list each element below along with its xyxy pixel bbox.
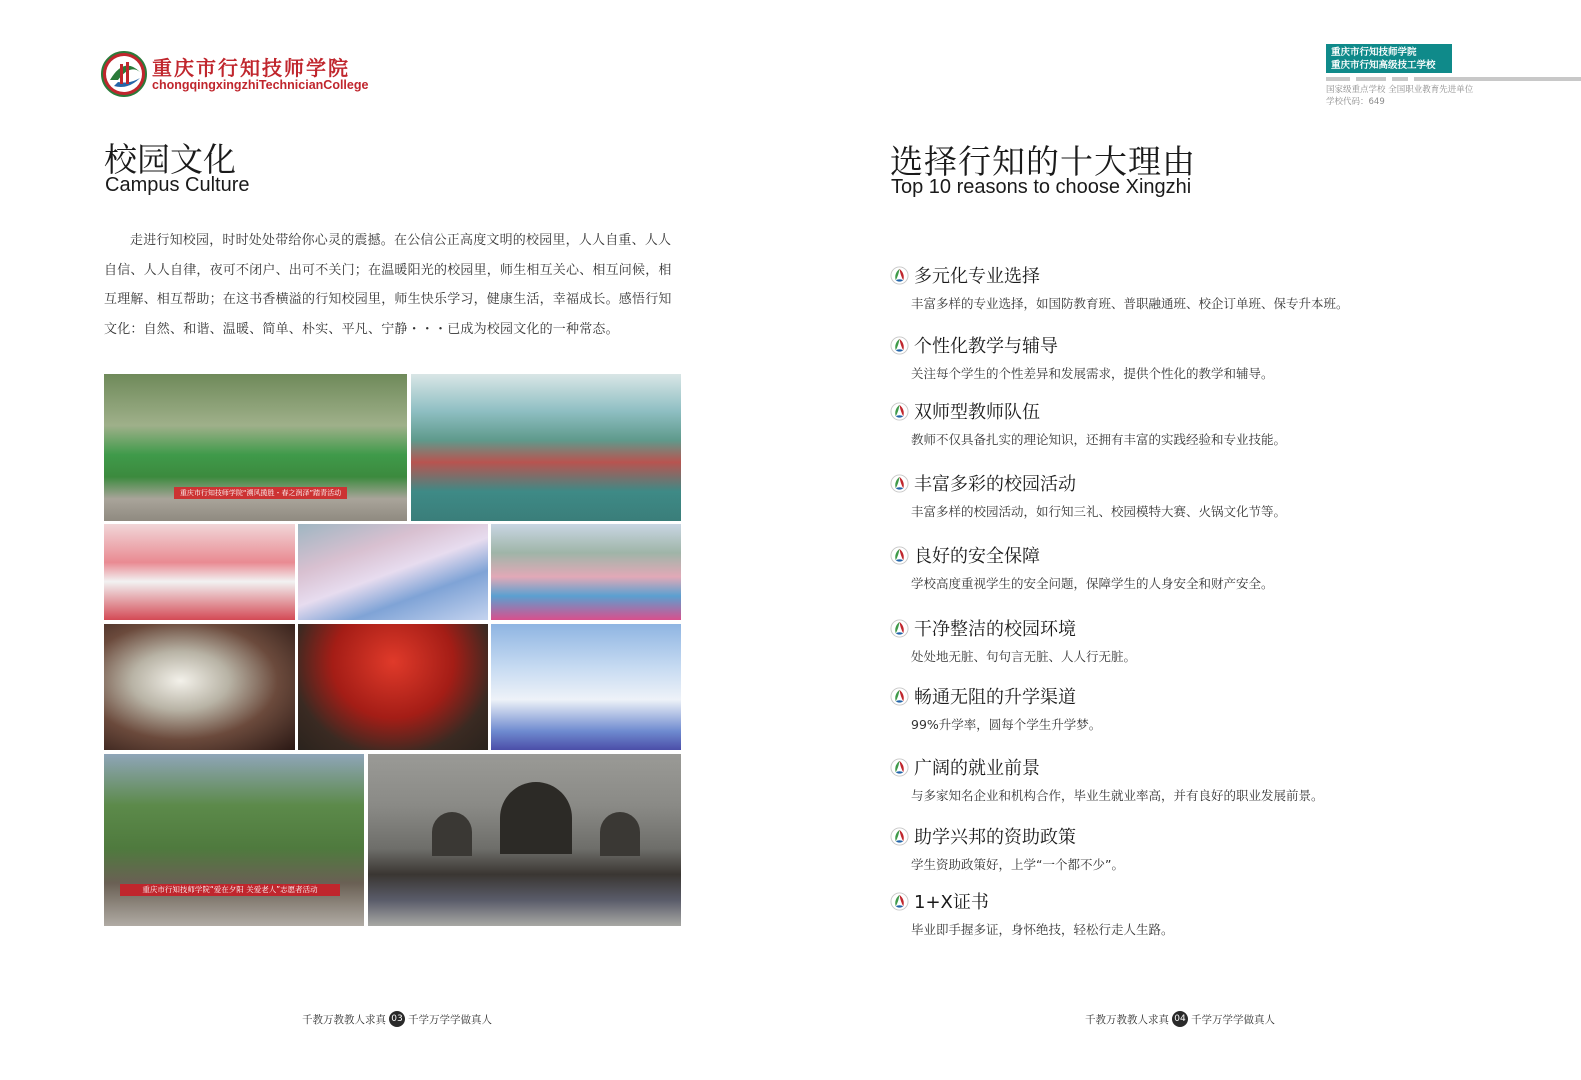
reason-title: 双师型教师队伍: [914, 402, 1040, 423]
reason-title: 畅通无阻的升学渠道: [914, 687, 1076, 708]
school-honors: 国家级重点学校 全国职业教育先进单位: [1326, 85, 1474, 95]
reason-desc: 学生资助政策好，上学“一个都不少”。: [911, 857, 1124, 872]
reason-title: 良好的安全保障: [914, 546, 1040, 567]
reason-head: [890, 754, 1490, 780]
reason-title: 广阔的就业前景: [914, 758, 1040, 779]
reason-desc: 丰富多样的校园活动，如行知三礼、校园模特大赛、火锅文化节等。: [911, 504, 1287, 519]
footer-motto-right: 千学万学学做真人: [408, 1013, 492, 1026]
footer-motto-left: 千教万教教人求真: [302, 1013, 386, 1026]
school-code: 学校代码：649: [1326, 97, 1385, 107]
photo-sports-field: [491, 524, 681, 620]
school-logo: [100, 48, 400, 104]
photo-riverside-group: [104, 374, 407, 521]
reason-head: [890, 615, 1490, 641]
reason-head: [890, 262, 1490, 288]
reason-desc: 处处地无脏、句句言无脏、人人行无脏。: [911, 649, 1137, 664]
photo-folded-bedding: [298, 524, 488, 620]
reason-item: [890, 542, 1490, 592]
reasons-title-en: Top 10 reasons to choose Xingzhi: [891, 176, 1192, 198]
reason-item: [890, 823, 1490, 873]
divider: [1414, 77, 1581, 81]
reason-head: [890, 823, 1490, 849]
page-footer-right: [1085, 1011, 1275, 1027]
leaf-bullet-icon: [890, 336, 909, 355]
divider: [1326, 77, 1350, 81]
reason-item: [890, 398, 1490, 448]
logo-name-en: chongqingxingzhiTechnicianCollege: [152, 78, 369, 92]
reason-desc: 教师不仅具备扎实的理论知识，还拥有丰富的实践经验和专业技能。: [911, 432, 1287, 447]
reason-item: [890, 888, 1490, 938]
reason-item: [890, 262, 1490, 312]
reason-title: 多元化专业选择: [914, 266, 1040, 287]
reason-desc: 毕业即手握多证，身怀绝技，轻松行走人生路。: [911, 922, 1174, 937]
leaf-bullet-icon: [890, 474, 909, 493]
reason-desc: 与多家知名企业和机构合作，毕业生就业率高，并有良好的职业发展前景。: [911, 788, 1324, 803]
reason-desc: 丰富多样的专业选择，如国防教育班、普职融通班、校企订单班、保专升本班。: [911, 296, 1349, 311]
photo-dance-show: [104, 624, 295, 750]
reason-desc: 99%升学率，圆每个学生升学梦。: [911, 717, 1102, 732]
school-name-tag: [1326, 44, 1452, 73]
school-tag-line1: 重庆市行知技师学院: [1331, 47, 1417, 58]
page-footer-left: [302, 1011, 492, 1027]
reason-title: 丰富多彩的校园活动: [914, 474, 1076, 495]
campus-culture-intro: 走进行知校园，时时处处带给你心灵的震撼。在公信公正高度文明的校园里，人人自重、人人自信、人人自律，夜可不闭户、出可不关门；在温暖阳光的校园里，师生相互关心、相互问候，相互理解、相互帮助；在这书香横溢的行知校园里，师生快乐学习，健康生活，幸福成长。感悟行知文化：自然、和谐、温暖、简单、朴实、平凡、宁静・・・已成为校园文化的一种常态。: [104, 233, 672, 337]
reason-title: 个性化教学与辅导: [914, 336, 1058, 357]
school-subtitle: [1326, 84, 1473, 108]
reason-head: [890, 542, 1490, 568]
leaf-bullet-icon: [890, 402, 909, 421]
reason-head: [890, 398, 1490, 424]
reason-item: [890, 754, 1490, 804]
section-title-en: Campus Culture: [105, 174, 250, 196]
leaf-bullet-icon: [890, 892, 909, 911]
reasons-title-cn: 选择行知的十大理由: [890, 142, 1196, 181]
reason-title: 1+X证书: [914, 892, 989, 913]
leaf-bullet-icon: [890, 546, 909, 565]
photo-ancient-gate-group: [368, 754, 681, 926]
leaf-bullet-icon: [890, 619, 909, 638]
reason-item: [890, 470, 1490, 520]
photo-banquet-courtyard: [411, 374, 681, 521]
footer-motto-left: 千教万教教人求真: [1085, 1013, 1169, 1026]
leaf-bullet-icon: [890, 266, 909, 285]
divider: [1392, 77, 1408, 81]
reason-head: [890, 470, 1490, 496]
leaf-bullet-icon: [890, 687, 909, 706]
logo-name-cn: 重庆市行知技师学院: [152, 56, 350, 80]
school-emblem-icon: [100, 50, 148, 98]
photo-caption: 重庆市行知技师学院“溯风揽胜・春之润泽”踏青活动: [174, 487, 347, 499]
reason-head: [890, 683, 1490, 709]
page-number: 03: [389, 1011, 405, 1027]
photo-volunteer-elderly: [104, 754, 364, 926]
leaf-bullet-icon: [890, 827, 909, 846]
divider: [1356, 77, 1386, 81]
photo-chorus-stage: [491, 624, 681, 750]
reason-item: [890, 683, 1490, 733]
school-tag-line2: 重庆市行知高级技工学校: [1331, 60, 1436, 71]
leaf-bullet-icon: [890, 758, 909, 777]
photo-caption-volunteer: 重庆市行知技师学院“爱在夕阳 关爱老人”志愿者活动: [120, 884, 340, 896]
reason-head: [890, 332, 1490, 358]
reason-title: 助学兴邦的资助政策: [914, 827, 1076, 848]
campus-photo-gallery: [104, 374, 681, 926]
reason-desc: 学校高度重视学生的安全问题，保障学生的人身安全和财产安全。: [911, 576, 1274, 591]
section-title-cn: 校园文化: [104, 140, 236, 179]
photo-military-performance: [298, 624, 488, 750]
reason-head: [890, 888, 1490, 914]
reason-desc: 关注每个学生的个性差异和发展需求，提供个性化的教学和辅导。: [911, 366, 1274, 381]
reason-item: [890, 615, 1490, 665]
photo-stage-performance: [104, 524, 295, 620]
reason-item: [890, 332, 1490, 382]
reason-title: 干净整洁的校园环境: [914, 619, 1076, 640]
page-number: 04: [1172, 1011, 1188, 1027]
footer-motto-right: 千学万学学做真人: [1191, 1013, 1275, 1026]
